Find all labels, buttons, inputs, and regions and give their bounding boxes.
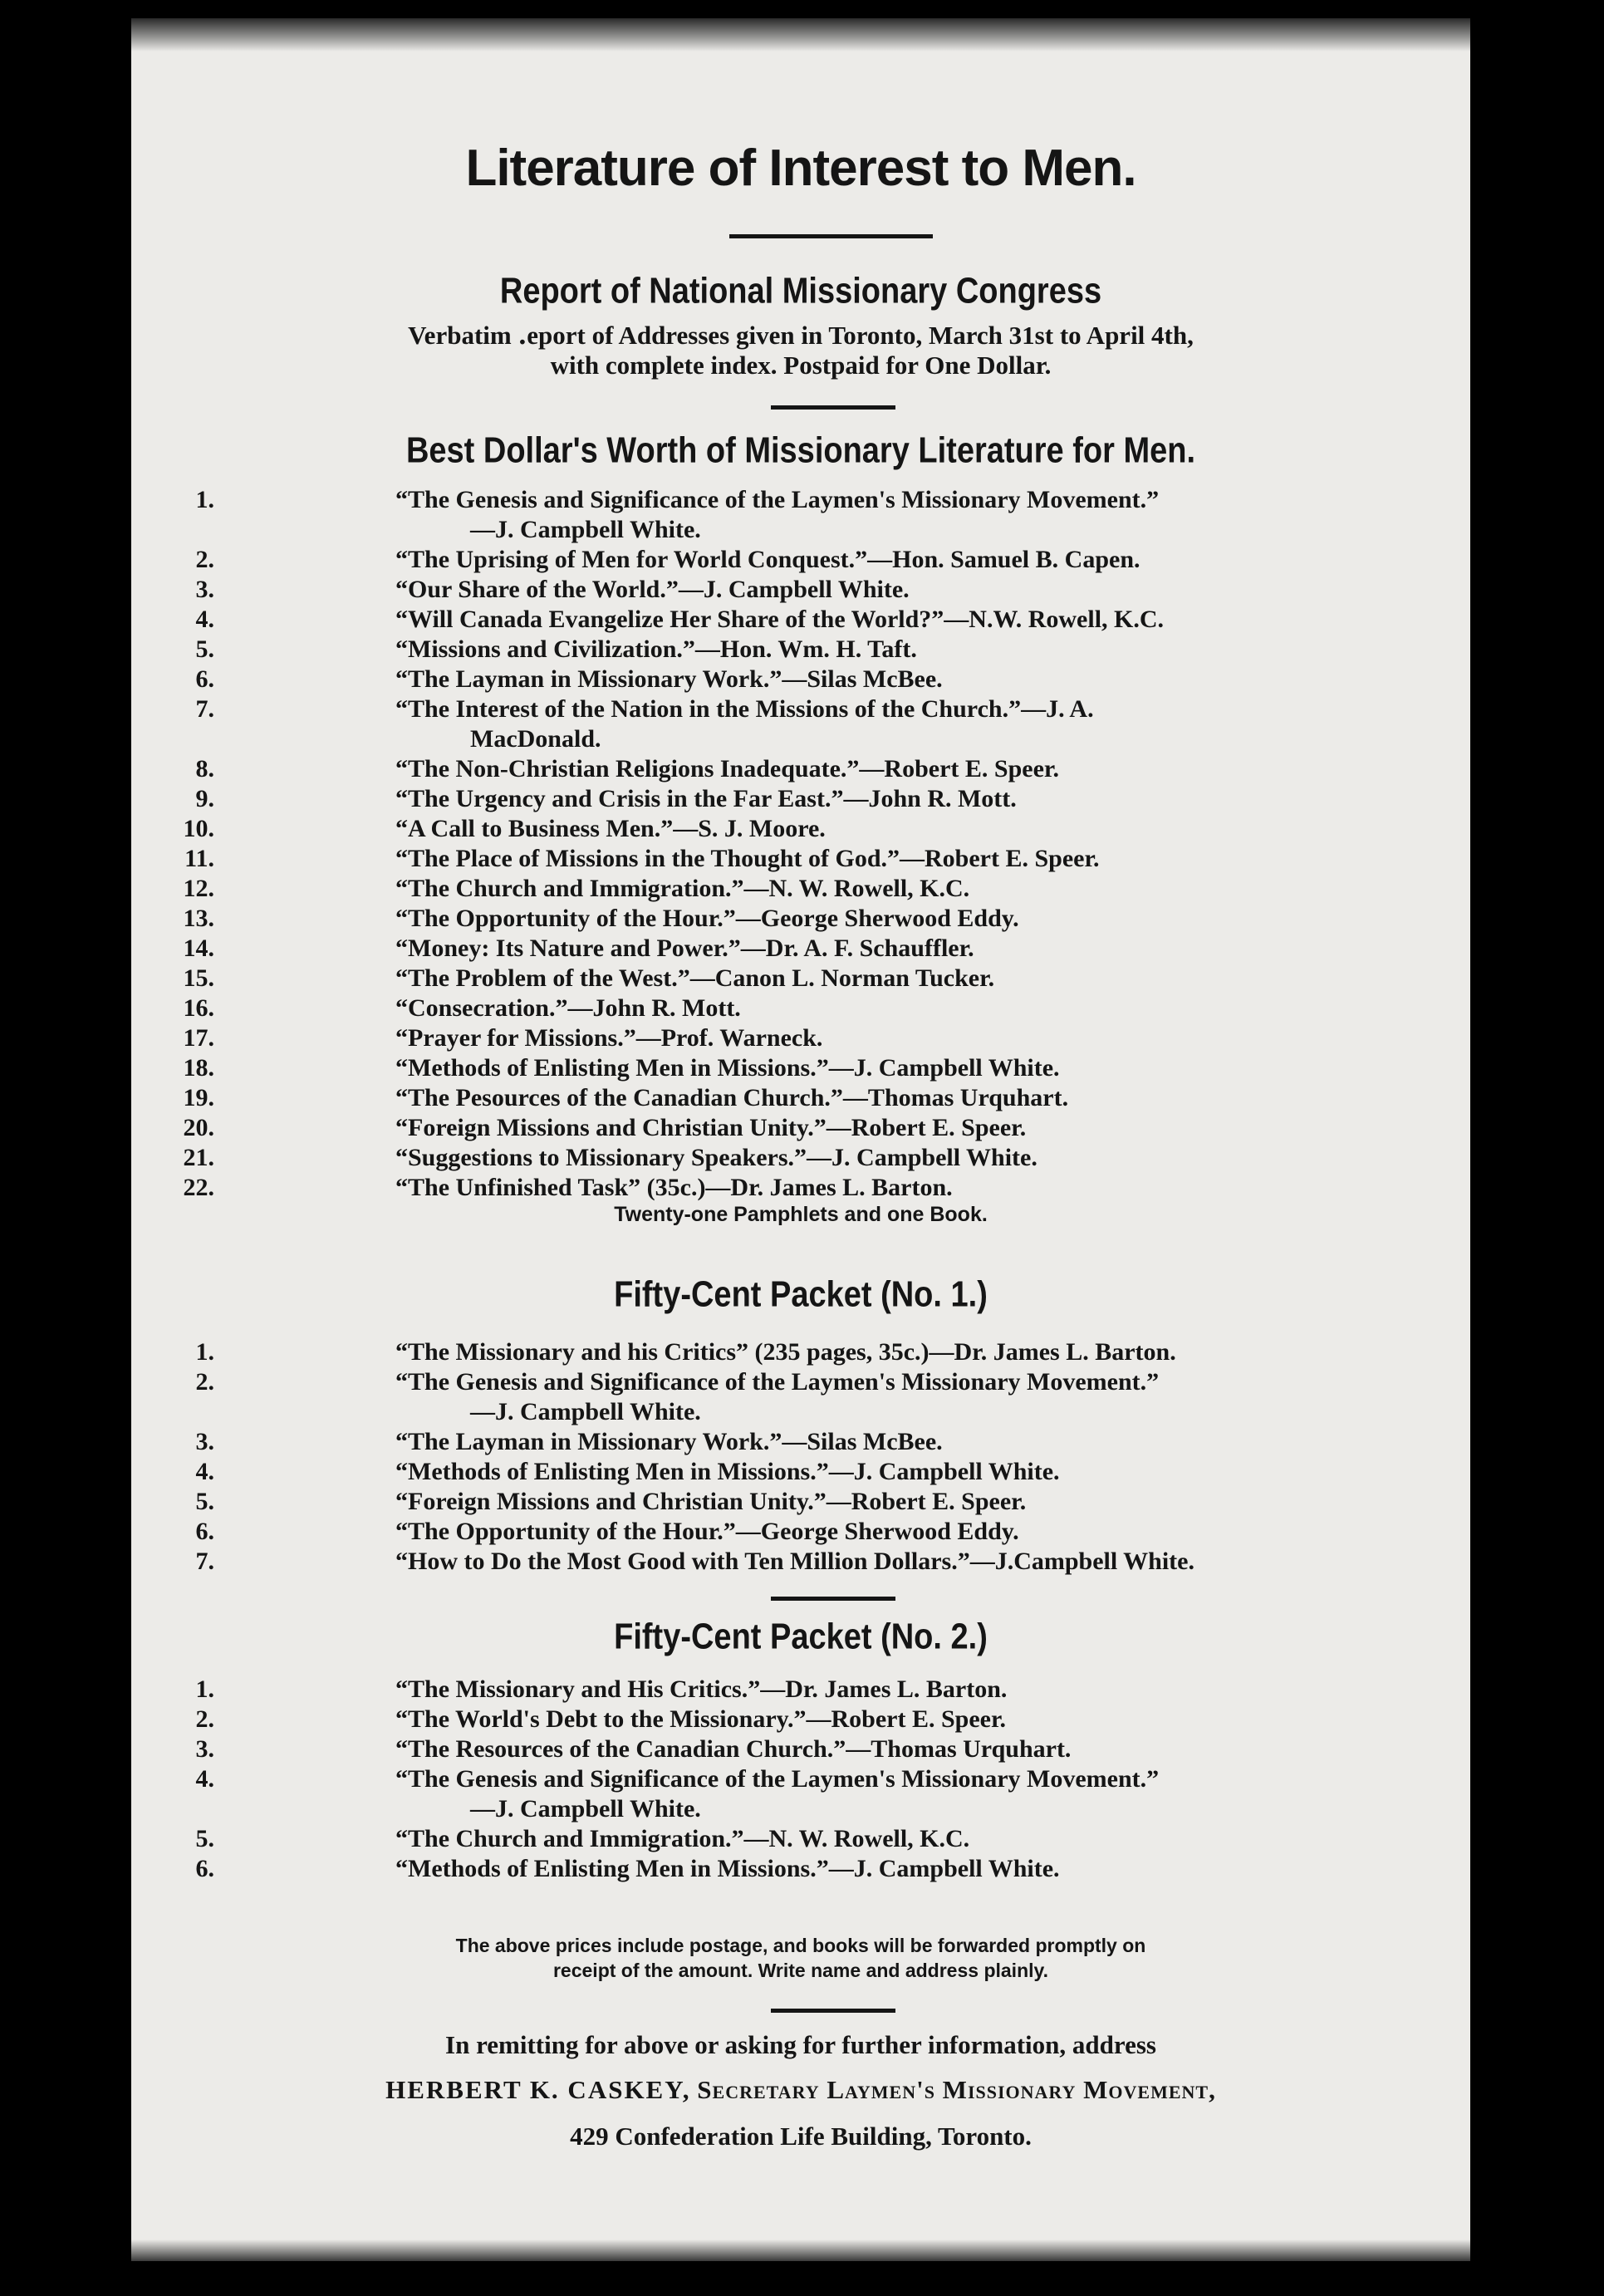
list-item: 4. “Will Canada Evangelize Her Share of the World?”—N.W. Rowell, K.C. [195, 606, 1165, 633]
congress-rule [771, 405, 895, 410]
list-item: 20. “Foreign Missions and Christian Unity.”—Robert E. Speer. [183, 1114, 1027, 1141]
list-item: 14. “Money: Its Nature and Power.”—Dr. A. F. Schauffler. [183, 935, 974, 962]
list-item: 2. “The Uprising of Men for World Conquest.”—Hon. Samuel B. Capen. [195, 546, 1140, 573]
list-item: 8. “The Non-Christian Religions Inadequate.”—Robert E. Speer. [195, 755, 1059, 783]
list-item: 3. “The Layman in Missionary Work.”—Silas McBee. [195, 1428, 943, 1455]
list-item: 1. “The Missionary and His Critics.”—Dr. James L. Barton. [195, 1675, 1008, 1703]
list-item: 15. “The Problem of the West.”—Canon L. Norman Tucker. [183, 964, 995, 992]
list-item: 7. “How to Do the Most Good with Ten Million Dollars.”—J.Campbell White. [195, 1548, 1194, 1575]
list-item: 4. “Methods of Enlisting Men in Missions.”—J. Campbell White. [195, 1458, 1060, 1485]
page-title: Literature of Interest to Men. [465, 140, 1136, 197]
packet1-list [131, 1337, 1470, 1577]
list-item: 3. “Our Share of the World.”—J. Campbell White. [195, 576, 910, 603]
footer-name-line [131, 2075, 1470, 2105]
list-item: 6. “The Opportunity of the Hour.”—George Sherwood Eddy. [195, 1518, 1019, 1545]
congress-line-1: Verbatim ․eport of Addresses given in Toronto, March 31st to April 4th, [408, 321, 1194, 350]
postage-note-line-1: The above prices include postage, and books will be forwarded promptly on [455, 1935, 1146, 1956]
footer-role: Secretary Laymen's Missionary Movement, [697, 2075, 1216, 2104]
best-heading: Best Dollar's Worth of Missionary Literature for Men. [405, 430, 1196, 472]
list-item: 22. “The Unfinished Task” (35c.)—Dr. James L. Barton. [183, 1174, 953, 1201]
best-summary: Twenty-one Pamphlets and one Book. [614, 1203, 988, 1226]
title-rule [729, 234, 933, 238]
list-item: 13. “The Opportunity of the Hour.”—George Sherwood Eddy. [183, 905, 1019, 932]
list-item: 3. “The Resources of the Canadian Church.”—Thomas Urquhart. [195, 1735, 1072, 1763]
best-list [131, 485, 1470, 1203]
packet2-list [131, 1675, 1470, 1884]
footer-address: 429 Confederation Life Building, Toronto. [570, 2122, 1032, 2151]
list-item: 10. “A Call to Business Men.”—S. J. Moore. [183, 815, 826, 842]
document-page [131, 18, 1470, 2261]
postage-note-line-2: receipt of the amount. Write name and address plainly. [552, 1960, 1048, 1981]
packet1-rule [771, 1597, 895, 1601]
list-item: 12. “The Church and Immigration.”—N. W. Rowell, K.C. [183, 875, 970, 902]
list-item: 1. “The Genesis and Significance of the Laymen's Missionary Movement.” —J. Campbell White. [195, 486, 1160, 543]
list-item: 6. “The Layman in Missionary Work.”—Silas McBee. [195, 665, 943, 693]
packet2-heading: Fifty-Cent Packet (No. 2.) [614, 1617, 988, 1658]
footer-line-1: In remitting for above or asking for further information, address [445, 2030, 1156, 2059]
list-item: 6. “Methods of Enlisting Men in Missions.”—J. Campbell White. [195, 1855, 1060, 1882]
list-item: 5. “Foreign Missions and Christian Unity.”—Robert E. Speer. [195, 1488, 1027, 1515]
list-item: 2. “The Genesis and Significance of the Laymen's Missionary Movement.” —J. Campbell White. [195, 1368, 1160, 1425]
list-item: 2. “The World's Debt to the Missionary.”—Robert E. Speer. [195, 1705, 1007, 1733]
list-item: 18. “Methods of Enlisting Men in Missions.”—J. Campbell White. [183, 1054, 1060, 1082]
list-item: 5. “Missions and Civilization.”—Hon. Wm. H. Taft. [195, 635, 917, 663]
list-item: 7. “The Interest of the Nation in the Missions of the Church.”—J. A. MacDonald. [195, 695, 1094, 753]
congress-line-2: with complete index. Postpaid for One Dollar. [550, 351, 1052, 380]
list-item: 17. “Prayer for Missions.”—Prof. Warneck. [183, 1024, 823, 1052]
footer-name: HERBERT K. CASKEY, [385, 2075, 691, 2104]
list-item: 19. “The Pesources of the Canadian Church.”—Thomas Urquhart. [183, 1084, 1069, 1111]
list-item: 4. “The Genesis and Significance of the Laymen's Missionary Movement.” —J. Campbell White. [195, 1765, 1160, 1823]
list-item: 9. “The Urgency and Crisis in the Far East.”—John R. Mott. [195, 785, 1017, 812]
congress-heading: Report of National Missionary Congress [499, 271, 1102, 312]
list-item: 21. “Suggestions to Missionary Speakers.”—J. Campbell White. [183, 1144, 1037, 1171]
list-item: 11. “The Place of Missions in the Thought of God.”—Robert E. Speer. [184, 845, 1100, 872]
packet1-heading: Fifty-Cent Packet (No. 1.) [614, 1274, 988, 1316]
note-rule [771, 2009, 895, 2013]
list-item: 5. “The Church and Immigration.”—N. W. Rowell, K.C. [195, 1825, 970, 1852]
list-item: 16. “Consecration.”—John R. Mott. [183, 994, 741, 1022]
list-item: 1. “The Missionary and his Critics” (235 pages, 35c.)—Dr. James L. Barton. [195, 1338, 1176, 1366]
